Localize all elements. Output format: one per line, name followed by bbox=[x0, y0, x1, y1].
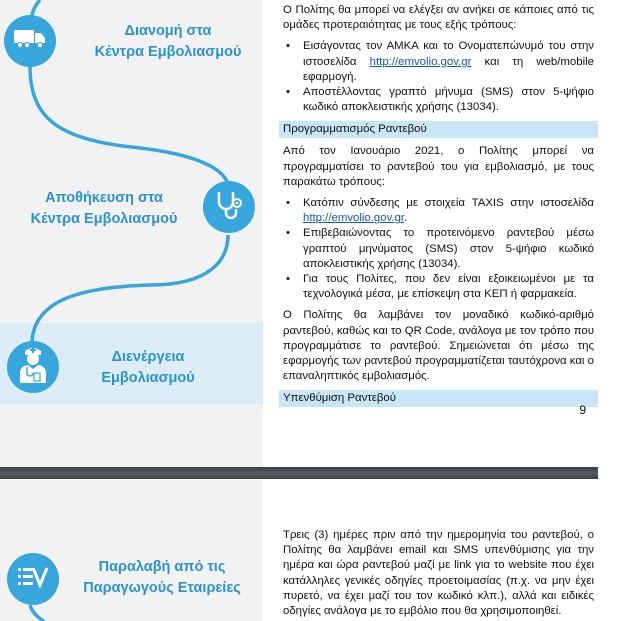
scheduling-methods-list bbox=[283, 196, 594, 302]
page-10-text bbox=[283, 528, 594, 621]
delivery-truck-icon bbox=[13, 28, 47, 55]
bullet-text: Εισάγοντας τον ΑΜΚΑ και το Ονοματεπώνυμό του στην ιστοσελίδα bbox=[303, 40, 594, 68]
emvolio-link[interactable]: http://emvolio.gov.gr bbox=[369, 55, 472, 68]
intro-paragraph: Ο Πολίτης θα μπορεί να ελέγξει αν ανήκει σε κάποιες από τις ομάδες προτεραιότητας με τους εξής τρόπους: bbox=[283, 4, 594, 32]
section-header-reminder: Υπενθύμιση Ραντεβού bbox=[279, 390, 598, 407]
emvolio-link[interactable]: http://emvolio.gov.gr bbox=[303, 212, 405, 225]
process-infographic bbox=[0, 480, 263, 621]
bullet-text: Αποστέλλοντας γραπτό μήνυμα (SMS) στον 5-ψήφιο κωδικό αποκλειστικής χρήσης (13034). bbox=[303, 86, 594, 114]
step-label-line: Αποθήκευση στα bbox=[45, 190, 163, 206]
section-header-scheduling: Προγραμματισμός Ραντεβού bbox=[279, 121, 598, 138]
reminder-paragraph: Τρεις (3) ημέρες πριν από την ημερομηνία του ραντεβού, ο Πολίτης θα λαμβάνει email και SMS υπενθύμισης για την ημέρα και ώρα ραντεβού μαζί με link για το website που έχει κατάλληλες γενικές οδηγίες προετοιμασίας (π.χ. να μην έχει πυρετό, να έχει μαζί του τον κωδικό κλπ.), αλλά και ειδικές οδηγίες ανάλογα με το εμβόλιο που θα χρησιμοποιηθεί. bbox=[283, 529, 594, 618]
bullet-text: Για τους Πολίτες, που δεν είναι εξοικειωμένοι με τα τεχνολογικά μέσα, με επίσκεψη στα ΚΕΠ ή φαρμακεία. bbox=[303, 273, 594, 301]
step-label-line: Κέντρα Εμβολιασμού bbox=[94, 44, 242, 60]
checklist-icon bbox=[17, 566, 49, 593]
process-path-line bbox=[0, 0, 263, 467]
step-label-line: Παραλαβή από τις bbox=[98, 559, 226, 575]
list-item bbox=[283, 39, 594, 85]
process-infographic bbox=[0, 0, 263, 467]
step-label-line: Κέντρα Εμβολιασμού bbox=[30, 211, 178, 227]
priority-check-list bbox=[283, 39, 594, 115]
bullet-text: Κατόπιν σύνδεσης με στοιχεία TAXIS στην ιστοσελίδα bbox=[303, 197, 594, 210]
list-item bbox=[283, 272, 594, 302]
bullet-text: Επιβεβαιώνοντας το προτεινόμενο ραντεβού μέσω γραπτού μηνύματος (SMS) στον 5-ψήφιο κωδικό αποκλειστικής χρήσης (13034). bbox=[303, 227, 594, 270]
document-page-10 bbox=[0, 480, 598, 621]
scheduling-intro: Από τον Ιανουάριο 2021, ο Πολίτης μπορεί να προγραμματίσει το ραντεβού του για εμβολιασμό, με τους παρακάτω τρόπους: bbox=[283, 145, 594, 188]
doctor-icon bbox=[16, 345, 50, 390]
step-circle-distribution bbox=[4, 15, 56, 67]
step-label-vaccination bbox=[48, 347, 248, 389]
list-item bbox=[283, 196, 594, 226]
step-label-line: Παραγωγούς Εταιρείες bbox=[83, 580, 241, 596]
step-label-line: Διενέργεια bbox=[111, 349, 185, 365]
step-label-receipt bbox=[62, 557, 262, 599]
step-label-line: Εμβολιασμού bbox=[101, 370, 195, 386]
page-number: 9 bbox=[579, 403, 586, 417]
bullet-text: και τη web/mobile εφαρμογή. bbox=[303, 55, 594, 83]
bullet-text: . bbox=[404, 212, 408, 225]
stethoscope-icon bbox=[211, 187, 247, 228]
qr-code-paragraph: Ο Πολίτης θα λαμβάνει τον μοναδικό κωδικό-αριθμό ραντεβού, καθώς και το QR Code, ανάλογα με τον τρόπο που προγραμμάτισε το ραντεβού. Σημειώνεται ότι μέσω της εφαρμογής των ραντεβού προγραμματίζεται ταυτόχρονα και ο επαναληπτικός εμβολιασμός. bbox=[283, 309, 594, 383]
step-label-storage bbox=[4, 188, 204, 230]
step-circle-storage bbox=[203, 181, 255, 233]
list-item bbox=[283, 226, 594, 272]
step-label-line: Διανομή στα bbox=[124, 23, 212, 39]
page-separator bbox=[0, 467, 598, 479]
page-9-text bbox=[283, 3, 594, 413]
step-circle-receipt bbox=[7, 553, 59, 605]
step-label-distribution bbox=[68, 21, 268, 63]
list-item bbox=[283, 85, 594, 115]
